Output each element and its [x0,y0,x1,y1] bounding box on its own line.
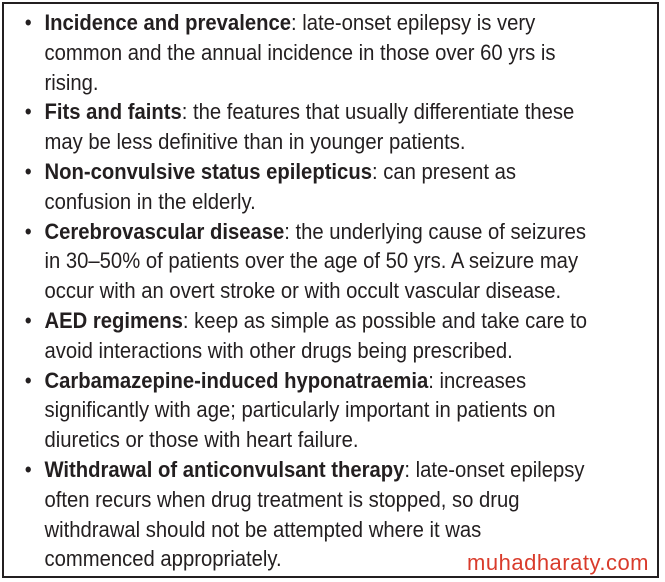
bullet-icon: • [24,158,32,184]
item-term: AED regimens [44,307,183,333]
item-text: : the underlying cause of seizures in 30–50% of patients over the age of 50 yrs. A seizure may occur with an overt stroke or with occult vascular disease. [44,218,586,304]
bullet-icon: • [24,456,32,482]
item-term: Non-convulsive status epilepticus [44,158,372,184]
item-term: Carbamazepine-induced hyponatraemia [44,367,429,393]
item-term: Incidence and prevalence [44,10,291,35]
list-item [4,8,589,97]
watermark: muhadharaty.com [467,550,649,575]
item-text: : late-onset epilepsy is very common and the annual incidence in those over 60 yrs is rising. [44,10,556,95]
list-item [4,217,589,306]
bullet-icon: • [24,367,32,393]
bullet-icon: • [24,99,32,125]
text-box [2,2,659,578]
list-item [4,306,589,366]
item-text: : increases significantly with age; particularly important in patients on diuretics or those with heart failure. [44,367,556,453]
item-term: Withdrawal of anticonvulsant therapy [44,456,405,482]
item-text: : keep as simple as possible and take care to avoid interactions with other drugs being prescribed. [44,307,588,363]
item-term: Cerebrovascular disease [44,218,285,244]
bullet-list [4,8,589,574]
list-item [4,157,589,217]
item-term: Fits and faints [44,99,182,125]
item-text: : can present as confusion in the elderly. [44,158,517,214]
bullet-icon: • [24,307,32,333]
bullet-icon: • [24,218,32,244]
item-text: : late-onset epilepsy often recurs when drug treatment is stopped, so drug withdrawal should not be attempted where it was commenced appropriately. [44,456,585,572]
bullet-icon: • [24,10,32,35]
item-text: : the features that usually differentiate these may be less definitive than in younger patients. [44,99,575,155]
list-item [4,366,589,455]
list-item [4,97,589,157]
